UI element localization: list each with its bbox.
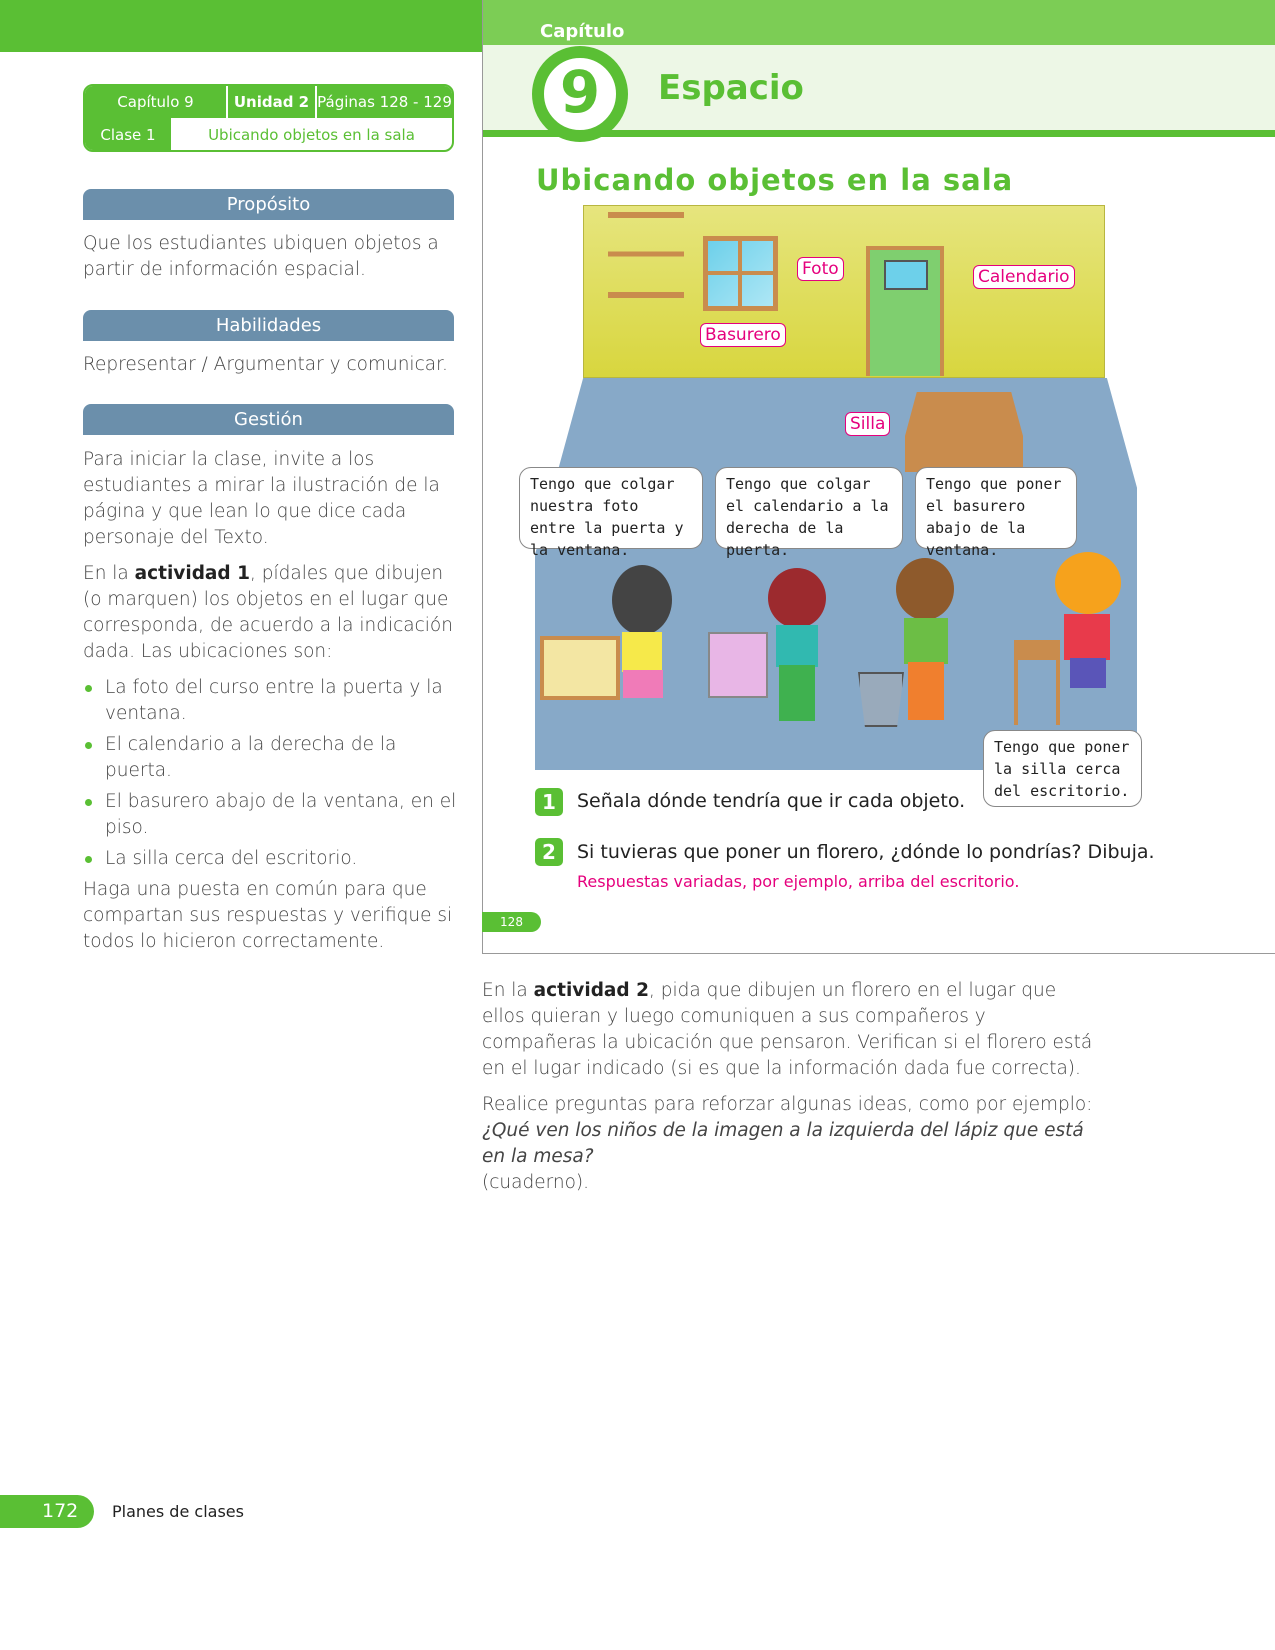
- chapter-label: Capítulo: [540, 21, 625, 42]
- italic-question: ¿Qué ven los niños de la imagen a la izquierda del lápiz que está en la mesa?: [482, 1120, 1084, 1167]
- lesson-title: Ubicando objetos en la sala: [536, 163, 1014, 197]
- unit-cell: Unidad 2: [228, 86, 317, 118]
- locations-list: [83, 675, 458, 872]
- gestion-p2: [83, 561, 458, 665]
- pages-cell: Páginas 128 - 129: [317, 93, 452, 111]
- trash-can-illustration: [858, 672, 904, 727]
- habilidades-heading: Habilidades: [83, 310, 454, 341]
- text: , pida que dibujen un florero en el lugar que ellos quieran y luego comuniquen a sus compañeros y compañeras la ubicación que pensaron. Verifican si el florero está en el lugar indicado (si es que la información dada fue correcta).: [482, 980, 1093, 1079]
- shelves-illustration: [608, 212, 684, 298]
- answer-text: Respuestas variadas, por ejemplo, arriba del escritorio.: [577, 872, 1020, 891]
- child-4-shorts: [1070, 658, 1106, 688]
- footer-page-number: 172: [0, 1495, 94, 1528]
- calendar-illustration: [708, 632, 768, 698]
- speech-bubble-2: Tengo que colgar el calendario a la derecha de la puerta.: [715, 467, 903, 549]
- footer-label: Planes de clases: [112, 1502, 244, 1521]
- label-calendario: Calendario: [973, 265, 1075, 289]
- gestion-p3: Haga una puesta en común para que compartan sus respuestas y verifique si todos lo hicieron correctamente.: [83, 879, 453, 952]
- gestion-body: [83, 447, 458, 965]
- activity-1-text: Señala dónde tendría que ir cada objeto.: [577, 790, 966, 812]
- child-3-body: [904, 618, 948, 664]
- bottom-notes: [482, 978, 1102, 1206]
- chapter-title: Espacio: [658, 68, 804, 108]
- top-band: [0, 0, 482, 52]
- label-silla: Silla: [845, 412, 890, 436]
- proposito-heading: Propósito: [83, 189, 454, 220]
- gestion-p1: Para iniciar la clase, invite a los estudiantes a mirar la ilustración de la página y que lean lo que dice cada personaje del Texto.: [83, 449, 440, 548]
- speech-bubble-3: Tengo que poner el basurero abajo de la ventana.: [915, 467, 1077, 549]
- text: (cuaderno).: [482, 1172, 589, 1193]
- class-photo-illustration: [540, 636, 620, 700]
- activity-2-text: Si tuvieras que poner un florero, ¿dónde lo pondrías? Dibuja.: [577, 841, 1155, 863]
- text: , pídales que dibujen (o marquen) los objetos en el lugar que corresponda, de acuerdo a la indicación dada. Las ubicaciones son:: [83, 563, 453, 662]
- window-illustration: [703, 236, 778, 311]
- child-3-legs: [908, 662, 944, 720]
- desk-illustration: [905, 392, 1023, 472]
- child-1-skirt: [623, 670, 663, 698]
- notes-p2: [482, 1092, 1102, 1196]
- child-3-illustration: [896, 558, 954, 620]
- lesson-info-table: [83, 84, 454, 152]
- child-1-body: [622, 632, 662, 672]
- child-2-illustration: [768, 568, 826, 628]
- door-illustration: [866, 246, 944, 376]
- child-2-legs: [779, 665, 815, 721]
- text: Realice preguntas para reforzar algunas ideas, como por ejemplo:: [482, 1094, 1093, 1115]
- habilidades-text: Representar / Argumentar y comunicar.: [83, 354, 448, 375]
- child-1-illustration: [612, 565, 672, 635]
- notes-p1: [482, 978, 1102, 1082]
- bold-text: actividad 1: [134, 563, 250, 584]
- list-item: La silla cerca del escritorio.: [83, 846, 458, 872]
- book-page-number: 128: [482, 912, 541, 932]
- proposito-text: Que los estudiantes ubiquen objetos a partir de información espacial.: [83, 233, 439, 280]
- child-2-body: [776, 625, 818, 667]
- activity-1-number: 1: [535, 788, 563, 816]
- list-item: La foto del curso entre la puerta y la ventana.: [83, 675, 458, 727]
- class-cell: Clase 1: [85, 118, 171, 152]
- list-item: El basurero abajo de la ventana, en el piso.: [83, 789, 458, 841]
- chapter-cell: Capítulo 9: [85, 86, 228, 118]
- text: En la: [482, 980, 534, 1001]
- label-foto: Foto: [797, 257, 844, 281]
- chapter-number: 9: [532, 46, 628, 142]
- activity-2-number: 2: [535, 838, 563, 866]
- label-basurero: Basurero: [700, 323, 786, 347]
- child-4-body: [1064, 614, 1110, 660]
- bold-text: actividad 2: [533, 980, 649, 1001]
- speech-bubble-1: Tengo que colgar nuestra foto entre la puerta y la ventana.: [519, 467, 703, 549]
- lesson-cell: Ubicando objetos en la sala: [208, 126, 415, 144]
- list-item: El calendario a la derecha de la puerta.: [83, 732, 458, 784]
- gestion-heading: Gestión: [83, 404, 454, 435]
- chair-illustration: [1014, 640, 1060, 725]
- speech-bubble-4: Tengo que poner la silla cerca del escritorio.: [983, 730, 1142, 807]
- child-4-illustration: [1055, 552, 1121, 614]
- text: En la: [83, 563, 135, 584]
